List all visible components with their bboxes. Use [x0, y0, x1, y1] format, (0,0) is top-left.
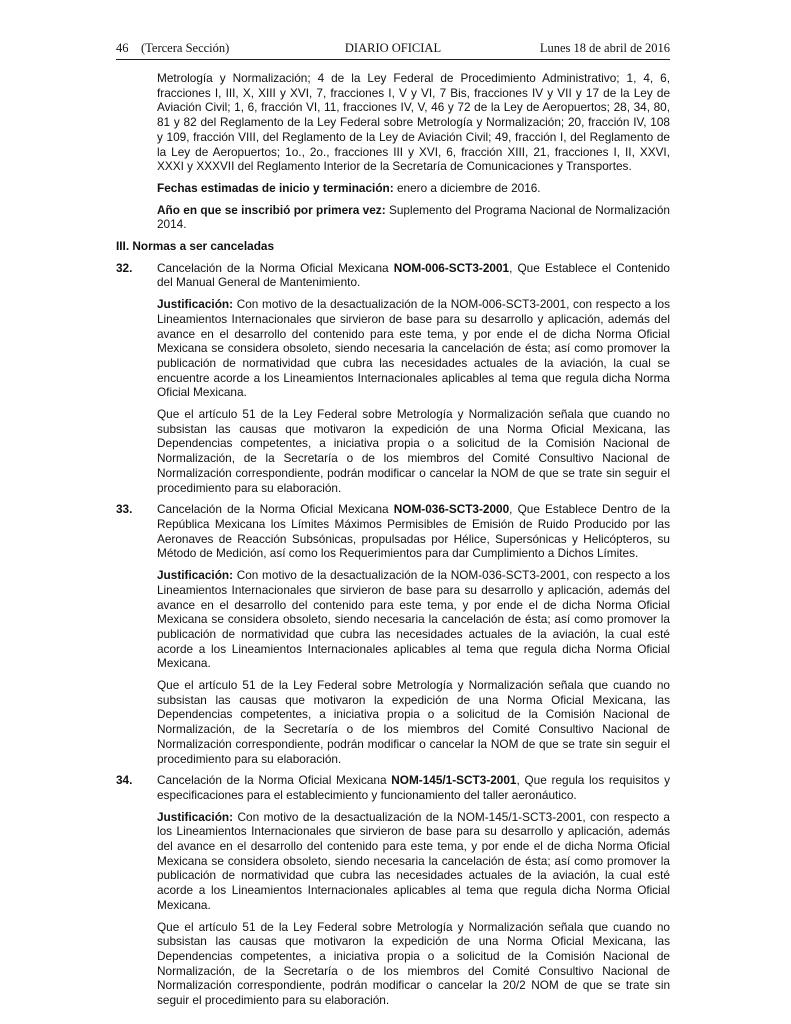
item-title-prefix: Cancelación de la Norma Oficial Mexicana	[157, 773, 392, 788]
item-title-prefix: Cancelación de la Norma Oficial Mexicana	[157, 502, 394, 517]
first-year-label: Año en que se inscribió por primera vez:	[157, 202, 386, 217]
document-body	[116, 71, 670, 1008]
justification-text: Con motivo de la desactualización de la NOM-006-SCT3-2001, con respecto a los Lineamientos Internacionales que sirvieron de base para su desarrollo y aplicación, además del avance en el desarrollo del contenido para este tema, y por ende el de dicha Norma Oficial Mexicana se considera obsoleto, siendo necesaria la cancelación de ésta; así como promover la publicación de normatividad que cubra las necesidades actuales de la aviación, la cual se encuentre acorde a los Lineamientos Internacionales aplicables al tema que regula dicha Norma Oficial Mexicana.	[157, 297, 670, 400]
nom-code: NOM-036-SCT3-2000	[393, 502, 510, 517]
dates-paragraph	[157, 181, 670, 196]
publication-date: Lunes 18 de abril de 2016	[539, 41, 670, 55]
item-title	[157, 261, 670, 290]
section-label: (Tercera Sección)	[141, 41, 230, 55]
legal-basis-paragraph: Metrología y Normalización; 4 de la Ley Federal de Procedimiento Administrativo; 1, 4, 6, fracciones I, III, X, XIII y XVI, 7, fracciones I, V y VI, 7 Bis, fracciones IV y VII y 17 de la Ley de Aviación Civil; 1, 6, fracción VI, 11, fracciones IV, V, 46 y 72 de la Ley de Aeropuertos; 28, 34, 80, 81 y 82 del Reglamento de la Ley Federal sobre Metrología y Normalización; 20, fracción IV, 108 y 109, fracción VIII, del Reglamento de la Ley de Aviación Civil; 49, fracción I, del Reglamento de la Ley de Aeropuertos; 1o., 2o., fracciones III y XVI, 6, fracción XIII, 21, fracciones I, II, XXVI, XXXI y XXXVII del Reglamento Interior de la Secretaría de Comunicaciones y Transportes.	[157, 71, 670, 174]
section-heading: III. Normas a ser canceladas	[116, 239, 275, 254]
item-number: 33.	[116, 502, 133, 517]
dates-label: Fechas estimadas de inicio y terminación:	[157, 180, 394, 195]
article-paragraph: Que el artículo 51 de la Ley Federal sobre Metrología y Normalización señala que cuando no subsistan las causas que motivaron la expedición de una Norma Oficial Mexicana, las Dependencias competentes, a iniciativa propia o a solicitud de la Comisión Nacional de Normalización, de la Secretaría o de los miembros del Comité Consultivo Nacional de Normalización correspondiente, podrán modificar o cancelar la NOM de que se trate sin seguir el procedimiento para su elaboración.	[157, 678, 670, 766]
justification-text: Con motivo de la desactualización de la NOM-145/1-SCT3-2001, con respecto a los Lineamientos Internacionales que sirvieron de base para su desarrollo y aplicación, además del avance en el desarrollo del contenido para este tema, y por ende el de dicha Norma Oficial Mexicana se considera obsoleto, siendo necesaria la cancelación de ésta; así como promover la publicación de normatividad que cubra las necesidades actuales de la aviación, la cual esté acorde a los Lineamientos Internacionales aplicables al tema que regula dicha Norma Oficial Mexicana.	[157, 809, 670, 912]
item-title-prefix: Cancelación de la Norma Oficial Mexicana	[157, 260, 394, 275]
dates-value: enero a diciembre de 2016.	[393, 180, 541, 195]
header-divider	[116, 59, 670, 60]
nom-code: NOM-006-SCT3-2001	[393, 260, 510, 275]
justification-label: Justificación:	[157, 568, 234, 583]
item-number: 32.	[116, 260, 133, 275]
first-year-paragraph	[157, 203, 670, 232]
justification-paragraph	[157, 568, 670, 671]
item-title	[157, 502, 670, 561]
justification-label: Justificación:	[157, 809, 234, 824]
item-title-suffix: , Que Establece Dentro de la República Mexicana los Límites Máximos Permisibles de Emisión de Ruido Producido por las Aeronaves de Reacción Subsónicas, propulsadas por Hélice, Supersónicas y Helicópteros, su Método de Medición, así como los Requerimientos para dar Cumplimiento a Dichos Límites.	[157, 502, 671, 561]
page-number: 46	[116, 41, 129, 55]
nom-code: NOM-145/1-SCT3-2001	[391, 773, 517, 788]
justification-paragraph	[157, 810, 670, 913]
list-item	[116, 773, 670, 1008]
list-item	[116, 261, 670, 496]
list-item	[116, 502, 670, 766]
justification-label: Justificación:	[157, 297, 234, 312]
item-title-suffix: , Que regula los requisitos y especificaciones para el establecimiento y funcionamiento del taller aeronáutico.	[157, 773, 670, 802]
justification-paragraph	[157, 297, 670, 400]
item-title	[157, 773, 670, 802]
publication-title: DIARIO OFICIAL	[344, 41, 442, 55]
item-number: 34.	[116, 773, 133, 788]
article-paragraph: Que el artículo 51 de la Ley Federal sobre Metrología y Normalización señala que cuando no subsistan las causas que motivaron la expedición de una Norma Oficial Mexicana, las Dependencias competentes, a iniciativa propia o a solicitud de la Comisión Nacional de Normalización, de la Secretaría o de los miembros del Comité Consultivo Nacional de Normalización correspondiente, podrán modificar o cancelar la 20/2 NOM de que se trate sin seguir el procedimiento para su elaboración.	[157, 919, 670, 1008]
first-year-value: Suplemento del Programa Nacional de Normalización 2014.	[157, 202, 670, 232]
article-paragraph: Que el artículo 51 de la Ley Federal sobre Metrología y Normalización señala que cuando no subsistan las causas que motivaron la expedición de una Norma Oficial Mexicana, las Dependencias competentes, a iniciativa propia o a solicitud de la Comisión Nacional de Normalización, de la Secretaría o de los miembros del Comité Consultivo Nacional de Normalización correspondiente, podrán modificar o cancelar la NOM de que se trate sin seguir el procedimiento para su elaboración.	[157, 407, 670, 495]
item-title-suffix: , Que Establece el Contenido del Manual General de Mantenimiento.	[157, 260, 670, 290]
justification-text: Con motivo de la desactualización de la NOM-036-SCT3-2001, con respecto a los Lineamientos Internacionales que sirvieron de base para su desarrollo y aplicación, además del avance en el desarrollo del contenido para este tema, y por ende el de dicha Norma Oficial Mexicana se considera obsoleto, siendo necesaria la cancelación de ésta; así como promover la publicación de normatividad que cubra las necesidades actuales de la aviación, la cual esté acorde a los Lineamientos Internacionales aplicables al tema que regula dicha Norma Oficial Mexicana.	[157, 568, 670, 671]
